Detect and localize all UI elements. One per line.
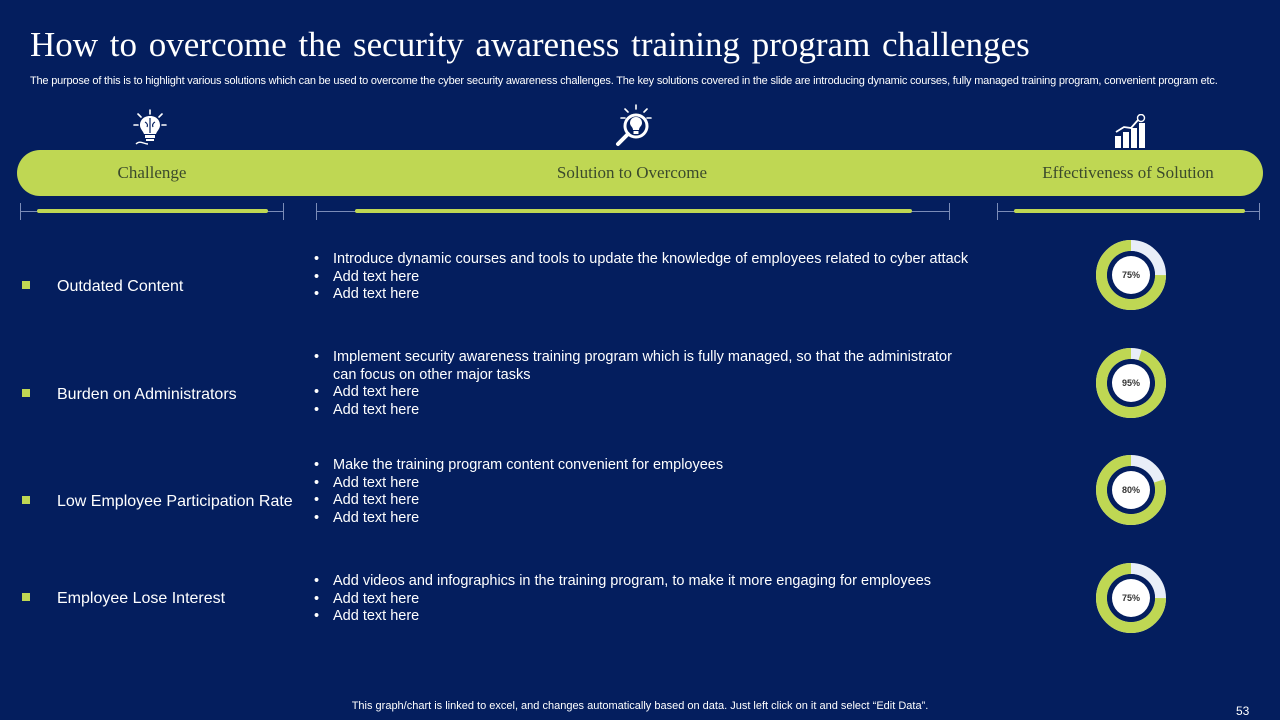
donut-label: 75% bbox=[1121, 270, 1141, 280]
list-item: • Add text here bbox=[314, 286, 994, 304]
effectiveness-donut bbox=[1096, 240, 1166, 310]
effectiveness-donut bbox=[1096, 348, 1166, 418]
challenge-label: Low Employee Participation Rate bbox=[22, 492, 293, 512]
square-bullet-icon bbox=[22, 593, 30, 601]
challenge-column-divider bbox=[20, 203, 284, 220]
header-challenge: Challenge bbox=[117, 163, 187, 182]
solution-list bbox=[314, 251, 994, 304]
solution-column-divider bbox=[316, 203, 950, 220]
header-effectiveness: Effectiveness of Solution bbox=[1042, 163, 1214, 182]
list-item: • Add text here bbox=[314, 475, 994, 493]
challenge-label: Outdated Content bbox=[22, 277, 183, 297]
challenge-label: Employee Lose Interest bbox=[22, 589, 225, 609]
effectiveness-donut bbox=[1096, 455, 1166, 525]
list-item: • Add text here bbox=[314, 591, 994, 609]
solution-list bbox=[314, 349, 979, 419]
list-item: • Add text here bbox=[314, 269, 994, 287]
brain-lightbulb-icon bbox=[132, 108, 168, 146]
column-header-bar bbox=[17, 150, 1263, 196]
page-number: 53 bbox=[1236, 704, 1250, 718]
slide-title: How to overcome the security awareness training program challenges bbox=[30, 25, 1030, 64]
footer-note: This graph/chart is linked to excel, and changes automatically based on data. Just left click on it and select “Edit Data”. bbox=[351, 700, 929, 712]
challenge-label: Burden on Administrators bbox=[22, 385, 237, 405]
list-item: • Add text here bbox=[314, 402, 979, 420]
square-bullet-icon bbox=[22, 281, 30, 289]
slide-subtitle: The purpose of this is to highlight various solutions which can be used to overcome the cyber security awareness challenges. The key solutions covered in the slide are introducing dynamic courses, fully managed training program, convenient program etc. bbox=[30, 75, 1218, 87]
square-bullet-icon bbox=[22, 389, 30, 397]
header-solution: Solution to Overcome bbox=[556, 163, 708, 182]
list-item: • Make the training program content convenient for employees bbox=[314, 457, 994, 475]
effectiveness-donut bbox=[1096, 563, 1166, 633]
list-item: • Add text here bbox=[314, 608, 994, 626]
magnifier-lightbulb-icon bbox=[612, 104, 654, 148]
solution-list bbox=[314, 457, 994, 527]
list-item: • Add text here bbox=[314, 492, 994, 510]
donut-label: 75% bbox=[1121, 593, 1141, 603]
donut-label: 80% bbox=[1121, 485, 1141, 495]
list-item: • Add videos and infographics in the training program, to make it more engaging for employees bbox=[314, 573, 994, 591]
list-item: • Introduce dynamic courses and tools to update the knowledge of employees related to cyber attack bbox=[314, 251, 994, 269]
effectiveness-column-divider bbox=[997, 203, 1260, 220]
list-item: • Add text here bbox=[314, 510, 994, 528]
donut-label: 95% bbox=[1121, 378, 1141, 388]
solution-list bbox=[314, 573, 994, 626]
list-item: • Implement security awareness training program which is fully managed, so that the administrator can focus on other major tasks bbox=[314, 349, 979, 384]
list-item: • Add text here bbox=[314, 384, 979, 402]
growth-chart-icon bbox=[1112, 114, 1148, 148]
square-bullet-icon bbox=[22, 496, 30, 504]
